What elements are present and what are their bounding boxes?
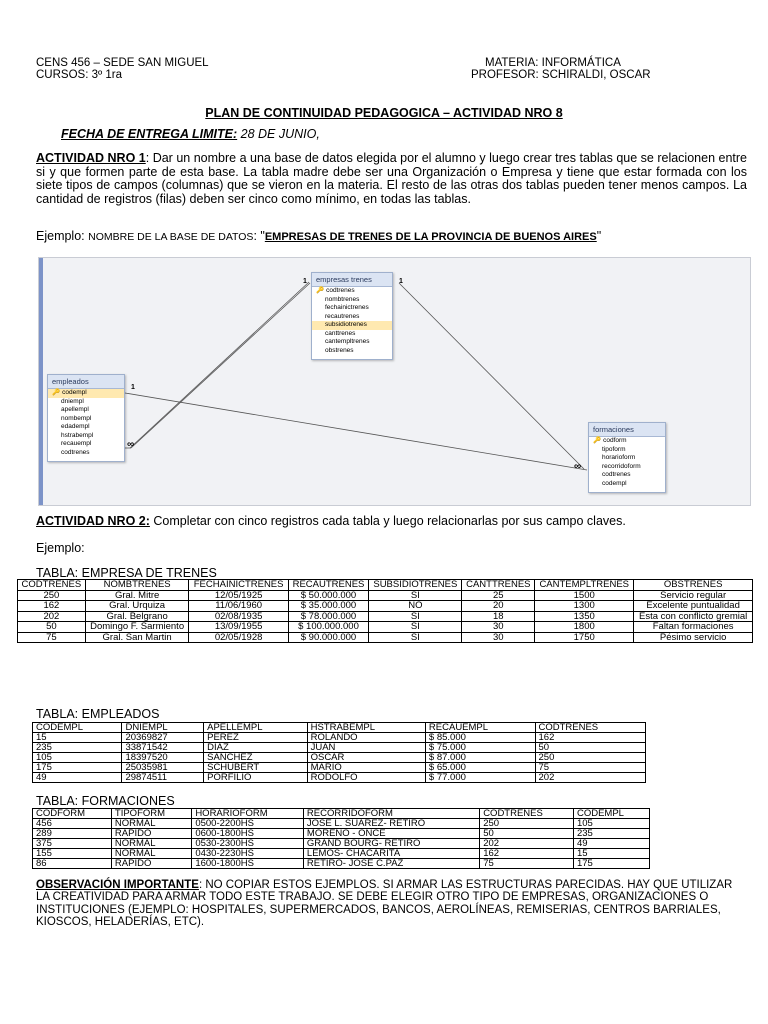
table-row [18, 632, 753, 643]
entity-field: horarioform [602, 454, 636, 461]
entity-field: hstrabempl [61, 431, 94, 439]
table-cell: 1750 [535, 632, 634, 643]
table-cell: PORFILIO [204, 773, 307, 783]
table-cell: SI [369, 622, 462, 633]
table-caption-formaciones: TABLA: FORMACIONES [36, 794, 175, 808]
db-name: EMPRESAS DE TRENES DE LA PROVINCIA DE BUENOS AIRES [264, 231, 597, 243]
table-row [18, 611, 753, 622]
profesor: PROFESOR: SCHIRALDI, OSCAR [471, 69, 651, 81]
table-cell: JOSE L. SUAREZ- RETIRO [303, 819, 479, 829]
table-cell: 29874511 [122, 773, 204, 783]
cursos: CURSOS: 3º 1ra [36, 69, 123, 81]
table-cell: 375 [33, 839, 112, 849]
table-cell: 456 [33, 819, 112, 829]
db-label: NOMBRE DE LA BASE DE DATOS [88, 231, 254, 243]
table-cell: 50 [18, 622, 86, 633]
cardinality-many: ∞ [574, 461, 582, 472]
relationship-diagram [38, 257, 751, 506]
table-cell: 162 [535, 733, 646, 743]
column-header: CODTRENES [480, 809, 574, 819]
table-cell: 33871542 [122, 743, 204, 753]
table-cell: Gral. San Martin [85, 632, 189, 643]
entity-field: edadempl [61, 423, 90, 430]
column-header: CODEMPL [573, 809, 649, 819]
fecha-label: FECHA DE ENTREGA LIMITE [61, 127, 233, 141]
entity-field: codtrenes [61, 448, 90, 456]
table-cell: LEMOS- CHACARITA [303, 849, 479, 859]
column-header: TIPOFORM [111, 809, 191, 819]
entity-field: 🔑 codempl [48, 389, 124, 398]
table-cell: 162 [18, 601, 86, 612]
table-cell: RODOLFO [307, 773, 425, 783]
entity-field: fechainictrenes [325, 304, 369, 311]
column-header: FECHAINICTRENES [189, 580, 288, 591]
table-cell: 289 [33, 829, 112, 839]
table-cell: 86 [33, 859, 112, 869]
cardinality-one: 1 [399, 278, 403, 285]
table-header-row [33, 723, 646, 733]
table-row [18, 590, 753, 601]
actividad-2-text: Completar con cinco registros cada tabla y luego relacionarlas por sus campo claves. [149, 514, 626, 528]
table-empresa-trenes [17, 579, 753, 643]
table-formaciones [32, 808, 650, 869]
table-cell: NORMAL [111, 819, 191, 829]
table-cell: 1500 [535, 590, 634, 601]
table-cell: $ 87.000 [425, 753, 535, 763]
table-cell: DIAZ [204, 743, 307, 753]
table-cell: 250 [535, 753, 646, 763]
table-cell: MARIO [307, 763, 425, 773]
table-row [33, 849, 650, 859]
table-cell: GRAND BOURG- RETIRO [303, 839, 479, 849]
column-header: RECAUEMPL [425, 723, 535, 733]
entity-field: codtrenes [602, 471, 631, 478]
observacion-text: : NO COPIAR ESTOS EJEMPLOS. SI ARMAR LAS ESTRUCTURAS PARECIDAS. HAY QUE UTILIZAR LA CREATIVIDAD PARA ARMAR TODO ESTE TRABAJO. SE DEBE ELEGIR OTRO TIPO DE EMPRESAS, ORGANIZACIONES O INSTITUCIONES (EJEMPLO: HOSPITALES, SUPERMERCADOS, BANCOS, AEROLÍNEAS, REMISERIAS, CENTROS BARRIALES, KIOSCOS, HELADERÍAS, ETC). [36, 879, 733, 929]
table-cell: 02/05/1928 [189, 632, 288, 643]
table-cell: Pésimo servicio [634, 632, 753, 643]
table-row [33, 829, 650, 839]
table-cell: 20 [462, 601, 535, 612]
table-cell: Domingo F. Sarmiento [85, 622, 189, 633]
table-caption-empleados: TABLA: EMPLEADOS [36, 707, 160, 721]
table-cell: 15 [573, 849, 649, 859]
column-header: DNIEMPL [122, 723, 204, 733]
table-cell: 0430-2230HS [192, 849, 304, 859]
table-cell: MORENO - ONCE [303, 829, 479, 839]
table-cell: 20369827 [122, 733, 204, 743]
ejemplo-db [36, 230, 747, 245]
observacion-label: OBSERVACIÓN IMPORTANTE [36, 879, 199, 891]
table-cell: 25035981 [122, 763, 204, 773]
table-cell: RAPIDO [111, 829, 191, 839]
column-header: NOMBTRENES [85, 580, 189, 591]
entity-field: codempl [602, 479, 627, 487]
actividad-2-label: ACTIVIDAD NRO 2: [36, 514, 150, 528]
column-header: CODFORM [33, 809, 112, 819]
table-cell: 1300 [535, 601, 634, 612]
table-cell: ROLANDO [307, 733, 425, 743]
table-cell: 49 [33, 773, 122, 783]
actividad-1 [36, 152, 747, 206]
column-header: CODTRENES [535, 723, 646, 733]
table-cell: Gral. Belgrano [85, 611, 189, 622]
table-cell: Gral. Mitre [85, 590, 189, 601]
table-row [33, 743, 646, 753]
entity-field: subsidiotrenes [312, 321, 392, 330]
table-row [18, 601, 753, 612]
column-header: RECORRIDOFORM [303, 809, 479, 819]
table-cell: 49 [573, 839, 649, 849]
cardinality-one: 1 [131, 384, 135, 391]
relation-line-empresas-formaciones [399, 283, 584, 469]
entity-formaciones[interactable] [588, 422, 666, 493]
table-cell: 75 [535, 763, 646, 773]
table-cell: $ 85.000 [425, 733, 535, 743]
fecha-sep: : [233, 127, 238, 141]
table-cell: $ 35.000.000 [288, 601, 368, 612]
entity-field: dniempl [61, 397, 84, 405]
table-cell: 50 [480, 829, 574, 839]
table-row [33, 753, 646, 763]
relation-line-empleados-empresas [130, 282, 309, 448]
entity-field: obstrenes [325, 346, 354, 354]
table-cell: 18 [462, 611, 535, 622]
entity-field: apellempl [61, 406, 89, 413]
table-row [33, 763, 646, 773]
table-cell: $ 65.000 [425, 763, 535, 773]
fecha-entrega [61, 127, 320, 141]
entity-field: nombtrenes [325, 295, 360, 303]
materia: MATERIA: INFORMÁTICA [485, 57, 621, 69]
table-cell: $ 75.000 [425, 743, 535, 753]
table-header-row [18, 580, 753, 591]
column-header: CODEMPL [33, 723, 122, 733]
table-cell: 0500-2200HS [192, 819, 304, 829]
table-cell: JUAN [307, 743, 425, 753]
table-cell: 13/09/1955 [189, 622, 288, 633]
entity-empresas-trenes[interactable] [311, 272, 393, 360]
fecha-value: 28 DE JUNIO, [237, 127, 320, 141]
entity-empleados[interactable] [47, 374, 125, 462]
db-end: " [596, 229, 602, 243]
table-cell: 105 [33, 753, 122, 763]
table-cell: RAPIDO [111, 859, 191, 869]
key-icon: 🔑 [593, 437, 602, 444]
table-cell: 175 [573, 859, 649, 869]
column-header: CANTTRENES [462, 580, 535, 591]
entity-field: cantempltrenes [325, 338, 370, 345]
table-cell: PEREZ [204, 733, 307, 743]
key-icon: 🔑 [52, 389, 61, 396]
table-cell: NO [369, 601, 462, 612]
table-cell: 75 [480, 859, 574, 869]
table-empleados [32, 722, 646, 783]
table-cell: Servicio regular [634, 590, 753, 601]
table-cell: RETIRO- JOSE C.PAZ [303, 859, 479, 869]
entity-field: canttrenes [325, 329, 356, 337]
table-row [33, 819, 650, 829]
table-caption-empresa: TABLA: EMPRESA DE TRENES [36, 566, 217, 580]
table-header-row [33, 809, 650, 819]
table-cell: 50 [535, 743, 646, 753]
entity-field: nombempl [61, 414, 92, 422]
ejemplo-prefix: Ejemplo: [36, 229, 89, 243]
table-cell: 30 [462, 632, 535, 643]
table-cell: SI [369, 632, 462, 643]
column-header: RECAUTRENES [288, 580, 368, 591]
table-cell: 1350 [535, 611, 634, 622]
entity-field: tipoform [602, 445, 626, 453]
table-cell: Gral. Urquiza [85, 601, 189, 612]
entity-field: 🔑 codtrenes [316, 287, 355, 294]
observacion-importante [36, 879, 747, 929]
actividad-1-text: : Dar un nombre a una base de datos elegida por el alumno y luego crear tres tablas que se relacionen entre si y que formen parte de esta base. La tabla madre debe ser una Organización o Empresa y tiene que estar formada con los siete tipos de campos (columnas) que se vieron en la materia. El resto de las otras dos tablas pueden tener menos campos. La cantidad de registros (filas) deben ser cinco como mínimo, en todas las tablas. [36, 151, 747, 206]
entity-title: empleados [48, 375, 124, 389]
table-row [33, 733, 646, 743]
actividad-2 [36, 515, 747, 529]
table-cell: OSCAR [307, 753, 425, 763]
table-cell: SCHUBERT [204, 763, 307, 773]
table-cell: SI [369, 611, 462, 622]
entity-title: formaciones [589, 423, 665, 437]
key-icon: 🔑 [316, 287, 325, 294]
table-cell: 0530-2300HS [192, 839, 304, 849]
table-cell: $ 90.000.000 [288, 632, 368, 643]
cardinality-many: ∞ [127, 439, 135, 450]
column-header: CODTRENES [18, 580, 86, 591]
table-cell: $ 100.000.000 [288, 622, 368, 633]
table-cell: SI [369, 590, 462, 601]
table-cell: 1800 [535, 622, 634, 633]
table-cell: 175 [33, 763, 122, 773]
table-cell: 105 [573, 819, 649, 829]
actividad-1-label: ACTIVIDAD NRO 1 [36, 151, 146, 165]
entity-field: recorridoform [602, 462, 641, 470]
table-cell: Excelente puntualidad [634, 601, 753, 612]
table-row [33, 773, 646, 783]
table-cell: 30 [462, 622, 535, 633]
table-cell: 18397520 [122, 753, 204, 763]
table-cell: $ 77.000 [425, 773, 535, 783]
table-cell: 202 [18, 611, 86, 622]
table-cell: 12/05/1925 [189, 590, 288, 601]
column-header: SUBSIDIOTRENES [369, 580, 462, 591]
table-cell: 15 [33, 733, 122, 743]
column-header: APELLEMPL [204, 723, 307, 733]
relation-line-empleados-formaciones [125, 393, 587, 470]
table-cell: 250 [480, 819, 574, 829]
table-cell: 235 [33, 743, 122, 753]
column-header: OBSTRENES [634, 580, 753, 591]
table-row [18, 622, 753, 633]
entity-field: recautrenes [325, 312, 360, 320]
cardinality-one: 1 [303, 278, 307, 285]
column-header: HSTRABEMPL [307, 723, 425, 733]
table-cell: $ 50.000.000 [288, 590, 368, 601]
entity-title: empresas trenes [312, 273, 392, 287]
table-cell: NORMAL [111, 839, 191, 849]
table-row [33, 859, 650, 869]
column-header: HORARIOFORM [192, 809, 304, 819]
column-header: CANTEMPLTRENES [535, 580, 634, 591]
table-cell: 250 [18, 590, 86, 601]
db-sep: : " [253, 229, 265, 243]
ejemplo-2: Ejemplo: [36, 541, 85, 555]
table-cell: 02/08/1935 [189, 611, 288, 622]
table-cell: 75 [18, 632, 86, 643]
table-cell: 162 [480, 849, 574, 859]
entity-field: recauempl [61, 440, 92, 447]
table-cell: 155 [33, 849, 112, 859]
table-cell: SANCHEZ [204, 753, 307, 763]
table-cell: Faltan formaciones [634, 622, 753, 633]
page-title: PLAN DE CONTINUIDAD PEDAGOGICA – ACTIVIDAD NRO 8 [205, 106, 563, 120]
table-cell: NORMAL [111, 849, 191, 859]
table-cell: Esta con conflicto gremial [634, 611, 753, 622]
table-cell: 202 [480, 839, 574, 849]
table-cell: 0600-1800HS [192, 829, 304, 839]
table-cell: 235 [573, 829, 649, 839]
table-cell: 25 [462, 590, 535, 601]
table-cell: $ 78.000.000 [288, 611, 368, 622]
table-cell: 11/06/1960 [189, 601, 288, 612]
table-cell: 202 [535, 773, 646, 783]
school-name: CENS 456 – SEDE SAN MIGUEL [36, 57, 209, 69]
table-cell: 1600-1800HS [192, 859, 304, 869]
entity-field: 🔑 codform [593, 437, 627, 444]
table-row [33, 839, 650, 849]
